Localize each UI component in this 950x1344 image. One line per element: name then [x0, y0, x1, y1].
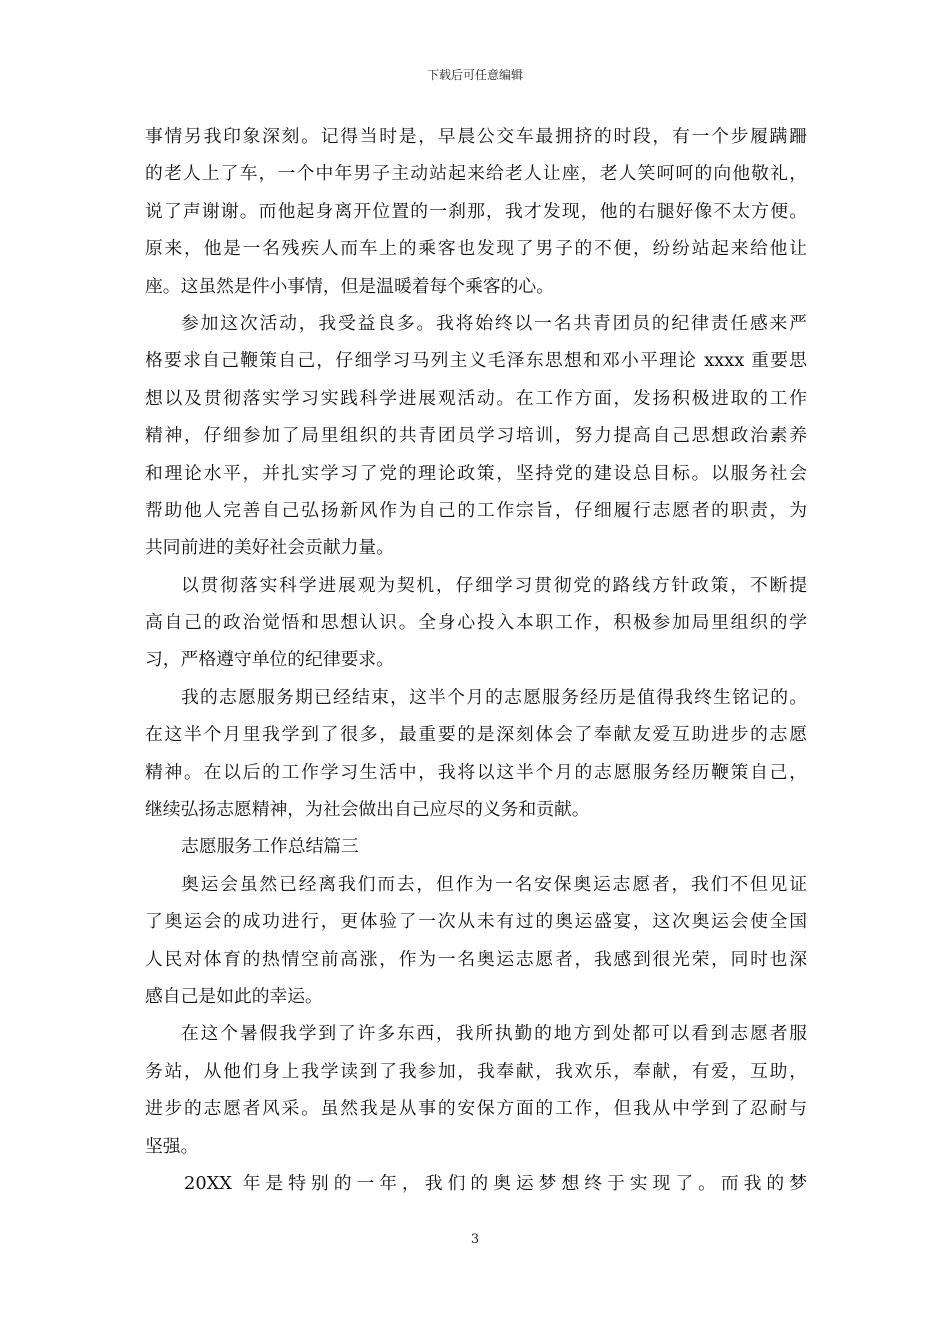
text-line: 参加这次活动，我受益良多。我将始终以一名共青团员的纪律责任感来严: [181, 312, 807, 334]
document-body: [145, 118, 807, 1202]
text-line: 和理论水平，并扎实学习了党的理论政策，坚持党的建设总目标。以服务社会: [145, 462, 807, 484]
text-line: 座。这虽然是件小事情，但是温暖着每个乘客的心。: [145, 275, 554, 297]
text-line: 进步的志愿者风采。虽然我是从事的安保方面的工作，但我从中学到了忍耐与: [145, 1098, 807, 1120]
text-line: 我的志愿服务期已经结束，这半个月的志愿服务经历是值得我终生铭记的。: [181, 686, 807, 708]
text-line: 原来，他是一名残疾人而车上的乘客也发现了男子的不便，纷纷站起来给他让: [145, 238, 807, 260]
page-header: 下载后可任意编辑: [426, 68, 523, 82]
text-line: 精神，仔细参加了局里组织的共青团员学习培训，努力提高自己思想政治素养: [145, 425, 807, 447]
text-line: 继续弘扬志愿精神，为社会做出自己应尽的义务和贡献。: [145, 799, 590, 821]
text-line: 想以及贯彻落实学习实践科学进展观活动。在工作方面，发扬积极进取的工作: [145, 387, 807, 409]
text-line: 在这个暑假我学到了许多东西，我所执勤的地方到处都可以看到志愿者服: [181, 1023, 807, 1045]
text-line: 坚强。: [145, 1135, 199, 1157]
text-line: 说了声谢谢。而他起身离开位置的一刹那，我才发现，他的右腿好像不太方便。: [145, 200, 807, 222]
text-line: 习，严格遵守单位的纪律要求。: [145, 649, 394, 671]
text-line: 了奥运会的成功进行，更体验了一次从未有过的奥运盛宴，这次奥运会使全国: [145, 911, 807, 933]
text-line: 感自己是如此的幸运。: [145, 985, 323, 1007]
text-line: 以贯彻落实科学进展观为契机，仔细学习贯彻党的路线方针政策，不断提: [181, 574, 807, 596]
text-line: 精神。在以后的工作学习生活中，我将以这半个月的志愿服务经历鞭策自己，: [145, 761, 807, 783]
text-line: 20XX 年是特别的一年，我们的奥运梦想终于实现了。而我的梦: [184, 1172, 807, 1194]
text-line: 务站，从他们身上我学读到了我参加，我奉献，我欢乐，奉献，有爱，互助，: [145, 1060, 807, 1082]
page-number: 3: [470, 1232, 480, 1247]
text-line: 事情另我印象深刻。记得当时是，早晨公交车最拥挤的时段，有一个步履蹒跚: [145, 126, 807, 147]
text-line: 格要求自己鞭策自己，仔细学习马列主义毛泽东思想和邓小平理论 xxxx 重要思: [145, 350, 807, 372]
text-line: 人民对体育的热情空前高涨，作为一名奥运志愿者，我感到很光荣，同时也深: [145, 948, 807, 970]
text-line: 帮助他人完善自己弘扬新风作为自己的工作宗旨，仔细履行志愿者的职责，为: [145, 499, 807, 521]
text-line: 高自己的政治觉悟和思想认识。全身心投入本职工作，积极参加局里组织的学: [145, 612, 807, 634]
text-line: 奥运会虽然已经离我们而去，但作为一名安保奥运志愿者，我们不但见证: [181, 873, 807, 895]
text-line: 的老人上了车，一个中年男子主动站起来给老人让座，老人笑呵呵的向他敬礼，: [145, 163, 807, 185]
section-heading: 志愿服务工作总结篇三: [181, 836, 359, 858]
text-line: 在这半个月里我学到了很多，最重要的是深刻体会了奉献友爱互助进步的志愿: [145, 724, 807, 746]
text-line: 共同前进的美好社会贡献力量。: [145, 537, 394, 559]
